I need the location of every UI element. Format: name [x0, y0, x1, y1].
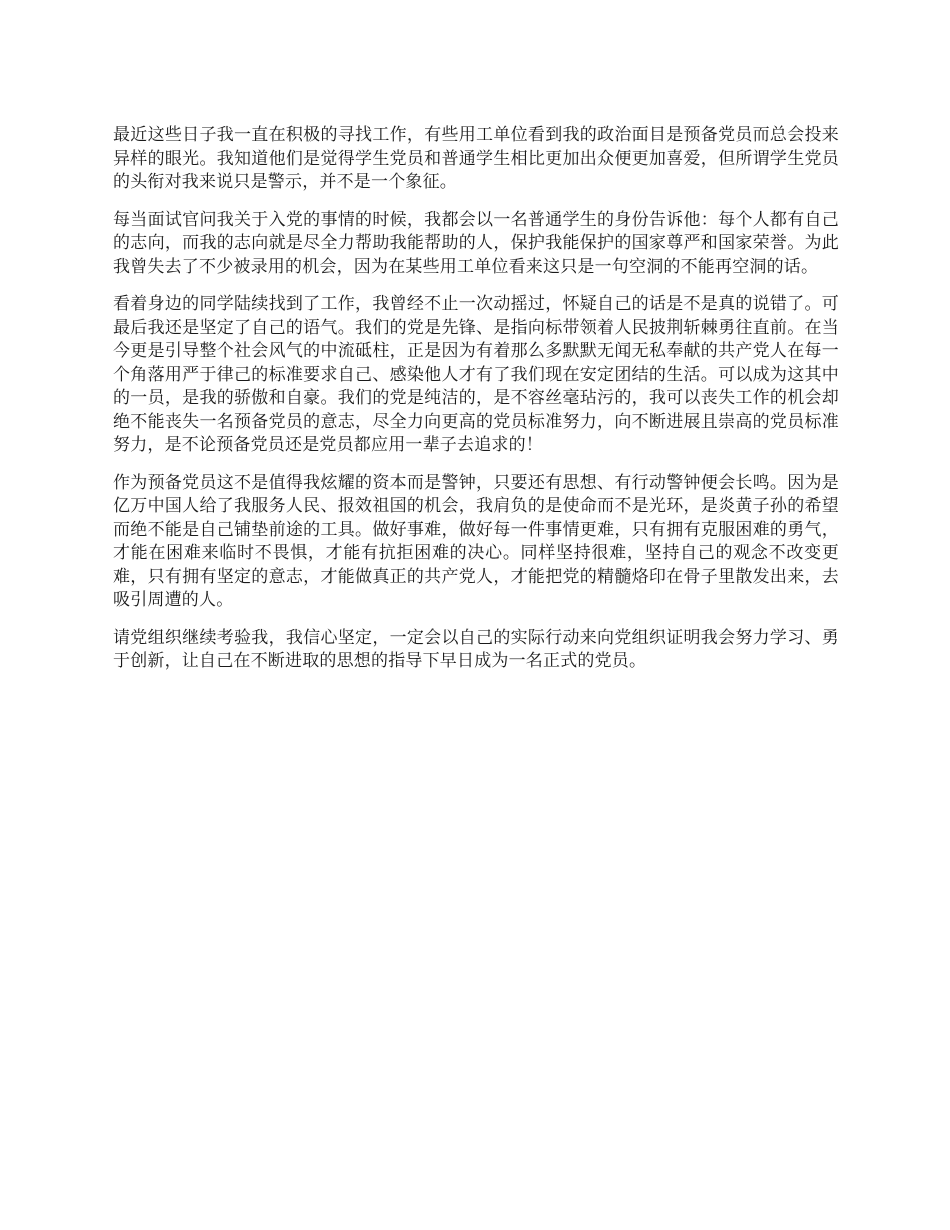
paragraph-1: 最近这些日子我一直在积极的寻找工作，有些用工单位看到我的政治面目是预备党员而总会投来异样的眼光。我知道他们是觉得学生党员和普通学生相比更加出众便更加喜爱，但所谓学生党员的头衔对我来说只是警示，并不是一个象征。	[113, 125, 839, 192]
paragraph-3: 看着身边的同学陆续找到了工作，我曾经不止一次动摇过，怀疑自己的话是不是真的说错了。可最后我还是坚定了自己的语气。我们的党是先锋、是指向标带领着人民披荆斩棘勇往直前。在当今更是引导整个社会风气的中流砥柱，正是因为有着那么多默默无闻无私奉献的共产党人在每一个角落用严于律己的标准要求自己、感染他人才有了我们现在安定团结的生活。可以成为这其中的一员，是我的骄傲和自豪。我们的党是纯洁的，是不容丝毫玷污的，我可以丧失工作的机会却绝不能丧失一名预备党员的意志，尽全力向更高的党员标准努力，向不断进展且崇高的党员标准努力，是不论预备党员还是党员都应用一辈子去追求的！	[113, 294, 839, 455]
paragraph-4: 作为预备党员这不是值得我炫耀的资本而是警钟，只要还有思想、有行动警钟便会长鸣。因为是亿万中国人给了我服务人民、报效祖国的机会，我肩负的是使命而不是光环，是炎黄子孙的希望而绝不能是自己铺垫前途的工具。做好事难，做好每一件事情更难，只有拥有克服困难的勇气，才能在困难来临时不畏惧，才能有抗拒困难的决心。同样坚持很难，坚持自己的观念不改变更难，只有拥有坚定的意志，才能做真正的共产党人，才能把党的精髓烙印在骨子里散发出来，去吸引周遭的人。	[113, 472, 839, 610]
paragraph-5: 请党组织继续考验我，我信心坚定，一定会以自己的实际行动来向党组织证明我会努力学习、勇于创新，让自己在不断进取的思想的指导下早日成为一名正式的党员。	[113, 627, 839, 671]
document-body	[113, 124, 839, 688]
paragraph-2: 每当面试官问我关于入党的事情的时候，我都会以一名普通学生的身份告诉他：每个人都有自己的志向，而我的志向就是尽全力帮助我能帮助的人，保护我能保护的国家尊严和国家荣誉。为此我曾失去了不少被录用的机会，因为在某些用工单位看来这只是一句空洞的不能再空洞的话。	[113, 209, 839, 277]
